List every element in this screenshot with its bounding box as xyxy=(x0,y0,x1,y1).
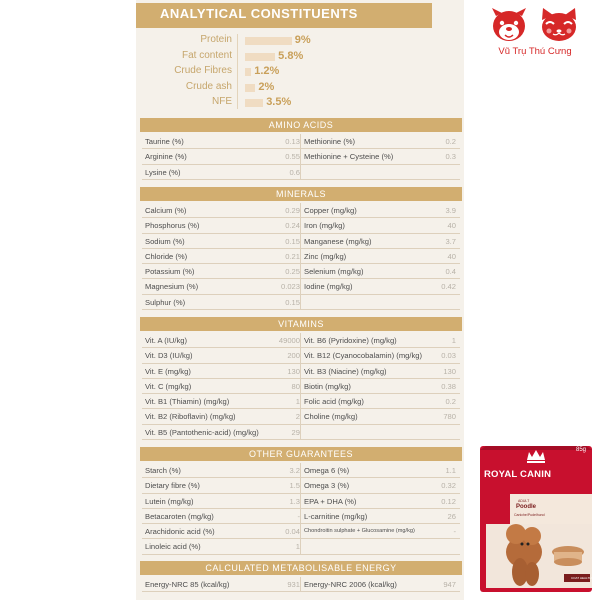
nutrient-label: Arachidonic acid (%) xyxy=(145,527,215,537)
nutrient-label: Arginine (%) xyxy=(145,152,187,162)
nutrient-label: Methionine + Cysteine (%) xyxy=(304,152,394,162)
nutrient-label: Manganese (mg/kg) xyxy=(304,236,372,246)
nutrient-label xyxy=(304,425,432,439)
column-divider xyxy=(300,409,301,423)
nutrient-value: 0.12 xyxy=(441,496,456,506)
constituent-value: 9% xyxy=(294,34,311,46)
column-divider xyxy=(300,234,301,248)
nutrient-value: 0.38 xyxy=(441,381,456,391)
nutrient-label: Dietary fibre (%) xyxy=(145,481,200,491)
nutrient-value: 947 xyxy=(443,580,456,589)
constituent-bar xyxy=(245,84,255,92)
nutrient-label: Phosphorus (%) xyxy=(145,221,200,231)
nutrient-value: 0.55 xyxy=(285,152,300,162)
constituent-value: 2% xyxy=(258,80,275,93)
table-row xyxy=(142,218,460,233)
nutrient-value: 0.2 xyxy=(445,137,456,146)
nutrient-label: Potassium (%) xyxy=(145,267,195,277)
table-row xyxy=(142,463,460,478)
constituent-label: NFE xyxy=(212,96,232,107)
nutrient-value: 0.6 xyxy=(289,167,300,177)
column-divider xyxy=(300,333,301,347)
column-divider xyxy=(300,539,301,553)
pouch-product-subtitle: Caniche/Pudelhund xyxy=(514,513,545,517)
constituent-label: Protein xyxy=(200,34,232,45)
nutrient-label: Omega 6 (%) xyxy=(304,466,350,475)
table-row xyxy=(142,379,460,394)
nutrient-label: Magnesium (%) xyxy=(145,282,199,292)
nutrient-value: 40 xyxy=(447,251,456,261)
nutrient-label: Zinc (mg/kg) xyxy=(304,251,347,261)
constituent-row xyxy=(144,34,454,48)
nutrient-label: Vit. B3 (Niacine) (mg/kg) xyxy=(304,366,387,376)
nutrient-value: 3.9 xyxy=(445,206,456,215)
pouch-weight: 85g xyxy=(576,447,587,453)
column-divider xyxy=(300,165,301,179)
nutrient-value: 80 xyxy=(291,381,300,391)
constituent-label: Crude Fibres xyxy=(174,65,232,76)
cat-dog-faces-icon xyxy=(476,6,594,48)
column-divider xyxy=(300,478,301,492)
table-row xyxy=(142,348,460,363)
constituent-value: 5.8% xyxy=(278,49,304,62)
pouch-line: ADULT xyxy=(518,499,530,503)
nutrient-value xyxy=(422,295,456,309)
section-header: AMINO ACIDS xyxy=(140,118,462,132)
table-row xyxy=(142,295,460,310)
table-row xyxy=(142,494,460,509)
nutrient-value: 0.4 xyxy=(445,267,456,277)
nutrient-value xyxy=(422,539,456,553)
nutrient-label: Choline (mg/kg) xyxy=(304,412,358,422)
constituent-value: 3.5% xyxy=(266,96,292,108)
pouch-product-name: Poodle xyxy=(516,504,537,510)
nutrient-table xyxy=(142,463,460,555)
section-header: OTHER GUARANTEES xyxy=(140,447,462,461)
nutrient-label xyxy=(304,539,432,553)
nutrient-label xyxy=(304,295,432,309)
table-row xyxy=(142,539,460,554)
table-row xyxy=(142,249,460,264)
constituent-row xyxy=(144,65,454,79)
column-divider xyxy=(300,524,301,538)
nutrient-value: 1 xyxy=(295,542,300,552)
nutrient-value: 3.2 xyxy=(289,466,300,475)
constituent-bar xyxy=(245,53,275,61)
nutrient-value: 0.15 xyxy=(285,236,300,246)
section-header: MINERALS xyxy=(140,187,462,201)
nutrient-label: Lysine (%) xyxy=(145,167,181,177)
nutrient-value: 0.24 xyxy=(285,221,300,231)
nutrient-value: 1 xyxy=(451,336,456,345)
nutrient-table xyxy=(142,577,460,592)
nutrient-label: Starch (%) xyxy=(145,466,181,475)
column-divider xyxy=(300,279,301,293)
nutrient-value: 1.3 xyxy=(289,496,300,506)
constituent-bar xyxy=(245,99,263,107)
pouch-tag: COAT HEALTH xyxy=(571,576,592,580)
table-row xyxy=(142,394,460,409)
nutrient-value: 0.32 xyxy=(441,481,456,491)
column-divider xyxy=(300,463,301,477)
nutrient-label: Energy-NRC 85 (kcal/kg) xyxy=(145,580,230,589)
pouch-illustration xyxy=(476,444,596,594)
nutrient-value: 1.1 xyxy=(445,466,456,475)
table-row xyxy=(142,524,460,539)
nutrient-value: 0.42 xyxy=(441,282,456,292)
nutrient-label: Methionine (%) xyxy=(304,137,356,146)
nutrient-label: Vit. B1 (Thiamin) (mg/kg) xyxy=(145,397,230,407)
nutrient-label: Linoleic acid (%) xyxy=(145,542,201,552)
table-row xyxy=(142,279,460,294)
nutrient-value xyxy=(422,165,456,179)
nutrient-value: 29 xyxy=(291,427,300,437)
nutrient-value: 40 xyxy=(447,221,456,231)
table-row xyxy=(142,333,460,348)
nutrient-label: L-carnitine (mg/kg) xyxy=(304,511,368,521)
column-divider xyxy=(300,394,301,408)
nutrient-label: Energy-NRC 2006 (kcal/kg) xyxy=(304,580,397,589)
nutrient-label: Chloride (%) xyxy=(145,251,188,261)
nutrient-value: 0.3 xyxy=(445,152,456,162)
section-header: VITAMINS xyxy=(140,317,462,331)
column-divider xyxy=(300,134,301,148)
nutrient-label: Vit. C (mg/kg) xyxy=(145,381,192,391)
nutrient-value: 49000 xyxy=(278,336,300,345)
nutrient-label: Vit. B2 (Riboflavin) (mg/kg) xyxy=(145,412,236,422)
nutrient-label: Vit. B6 (Pyridoxine) (mg/kg) xyxy=(304,336,397,345)
constituent-value: 1.2% xyxy=(254,65,280,77)
constituent-row xyxy=(144,50,454,64)
product-pouch xyxy=(476,444,596,594)
nutrient-label: Calcium (%) xyxy=(145,206,187,215)
column-divider xyxy=(300,379,301,393)
nutrient-value: - xyxy=(453,527,456,537)
nutrient-label: Selenium (mg/kg) xyxy=(304,267,364,277)
column-divider xyxy=(300,425,301,439)
constituent-row xyxy=(144,81,454,95)
nutrient-value: 3.7 xyxy=(445,236,456,246)
table-row xyxy=(142,364,460,379)
column-divider xyxy=(300,295,301,309)
nutrient-value: 0.29 xyxy=(285,206,300,215)
nutrient-label: Omega 3 (%) xyxy=(304,481,350,491)
nutrient-label: Iodine (mg/kg) xyxy=(304,282,353,292)
nutrient-value: - xyxy=(297,511,300,521)
nutrient-value: 1.5 xyxy=(289,481,300,491)
table-row xyxy=(142,425,460,440)
constituent-bar xyxy=(245,68,251,76)
nutrient-label: Copper (mg/kg) xyxy=(304,206,357,215)
table-row xyxy=(142,577,460,592)
nutrient-label: Vit. E (mg/kg) xyxy=(145,366,191,376)
nutrient-label: Vit. D3 (IU/kg) xyxy=(145,351,193,361)
column-divider xyxy=(300,203,301,217)
column-divider xyxy=(300,494,301,508)
table-row xyxy=(142,149,460,164)
constituent-row xyxy=(144,96,454,110)
constituent-label: Crude ash xyxy=(185,80,232,92)
shop-name: Vũ Trụ Thú Cưng xyxy=(498,46,572,57)
nutrient-value: 0.04 xyxy=(285,527,300,537)
nutrient-label: Lutein (mg/kg) xyxy=(145,496,194,506)
nutrient-value: 0.023 xyxy=(280,282,300,292)
nutrient-label xyxy=(304,165,432,179)
table-row xyxy=(142,264,460,279)
column-divider xyxy=(300,364,301,378)
table-row xyxy=(142,234,460,249)
nutrient-table xyxy=(142,333,460,440)
nutrient-value: 1 xyxy=(295,397,300,407)
nutrient-table xyxy=(142,203,460,310)
nutrient-label: Sodium (%) xyxy=(145,236,185,246)
column-divider xyxy=(300,264,301,278)
nutrient-label: Vit. A (IU/kg) xyxy=(145,336,188,345)
page-title: ANALYTICAL CONSTITUENTS xyxy=(160,6,358,21)
shop-logo xyxy=(476,6,594,60)
column-divider xyxy=(300,149,301,163)
nutrient-label: Sulphur (%) xyxy=(145,297,186,307)
nutrient-label: Folic acid (mg/kg) xyxy=(304,397,364,407)
column-divider xyxy=(300,348,301,362)
nutrient-value: 2 xyxy=(295,412,300,422)
nutrient-label: Chondroitin sulphate + Glucosamine (mg/kg) xyxy=(304,528,415,535)
table-row xyxy=(142,165,460,180)
column-divider xyxy=(300,218,301,232)
table-row xyxy=(142,134,460,149)
nutrient-value: 931 xyxy=(287,580,300,589)
section-header: CALCULATED METABOLISABLE ENERGY xyxy=(140,561,462,575)
nutrient-label: EPA + DHA (%) xyxy=(304,496,357,506)
nutrient-value: 780 xyxy=(443,412,456,422)
nutrient-value: 130 xyxy=(287,366,300,376)
nutrient-label: Betacaroten (mg/kg) xyxy=(145,511,214,521)
nutrient-value xyxy=(422,425,456,439)
nutrient-label: Vit. B5 (Pantothenic-acid) (mg/kg) xyxy=(145,427,259,437)
table-row xyxy=(142,203,460,218)
constituent-label: Fat content xyxy=(181,49,232,61)
table-row xyxy=(142,509,460,524)
nutrient-label: Vit. B12 (Cyanocobalamin) (mg/kg) xyxy=(304,351,423,361)
table-row xyxy=(142,478,460,493)
nutrient-value: 0.2 xyxy=(445,397,456,407)
column-divider xyxy=(300,509,301,523)
nutrient-label: Taurine (%) xyxy=(145,137,184,146)
nutrient-value: 0.21 xyxy=(285,251,300,261)
nutrient-table xyxy=(142,134,460,180)
nutrient-value: 0.03 xyxy=(441,351,456,361)
nutrient-label: Biotin (mg/kg) xyxy=(304,381,351,391)
nutrient-label: Iron (mg/kg) xyxy=(304,221,345,231)
table-row xyxy=(142,409,460,424)
nutrient-value: 0.25 xyxy=(285,267,300,277)
pouch-brand: ROYAL CANIN xyxy=(484,469,552,480)
nutrient-value: 26 xyxy=(447,511,456,521)
column-divider xyxy=(300,577,301,591)
nutrient-value: 200 xyxy=(287,351,300,361)
nutrient-value: 130 xyxy=(443,366,456,376)
nutrient-value: 0.15 xyxy=(285,297,300,307)
nutrient-value: 0.13 xyxy=(285,137,300,146)
column-divider xyxy=(300,249,301,263)
constituent-bar xyxy=(245,37,292,45)
